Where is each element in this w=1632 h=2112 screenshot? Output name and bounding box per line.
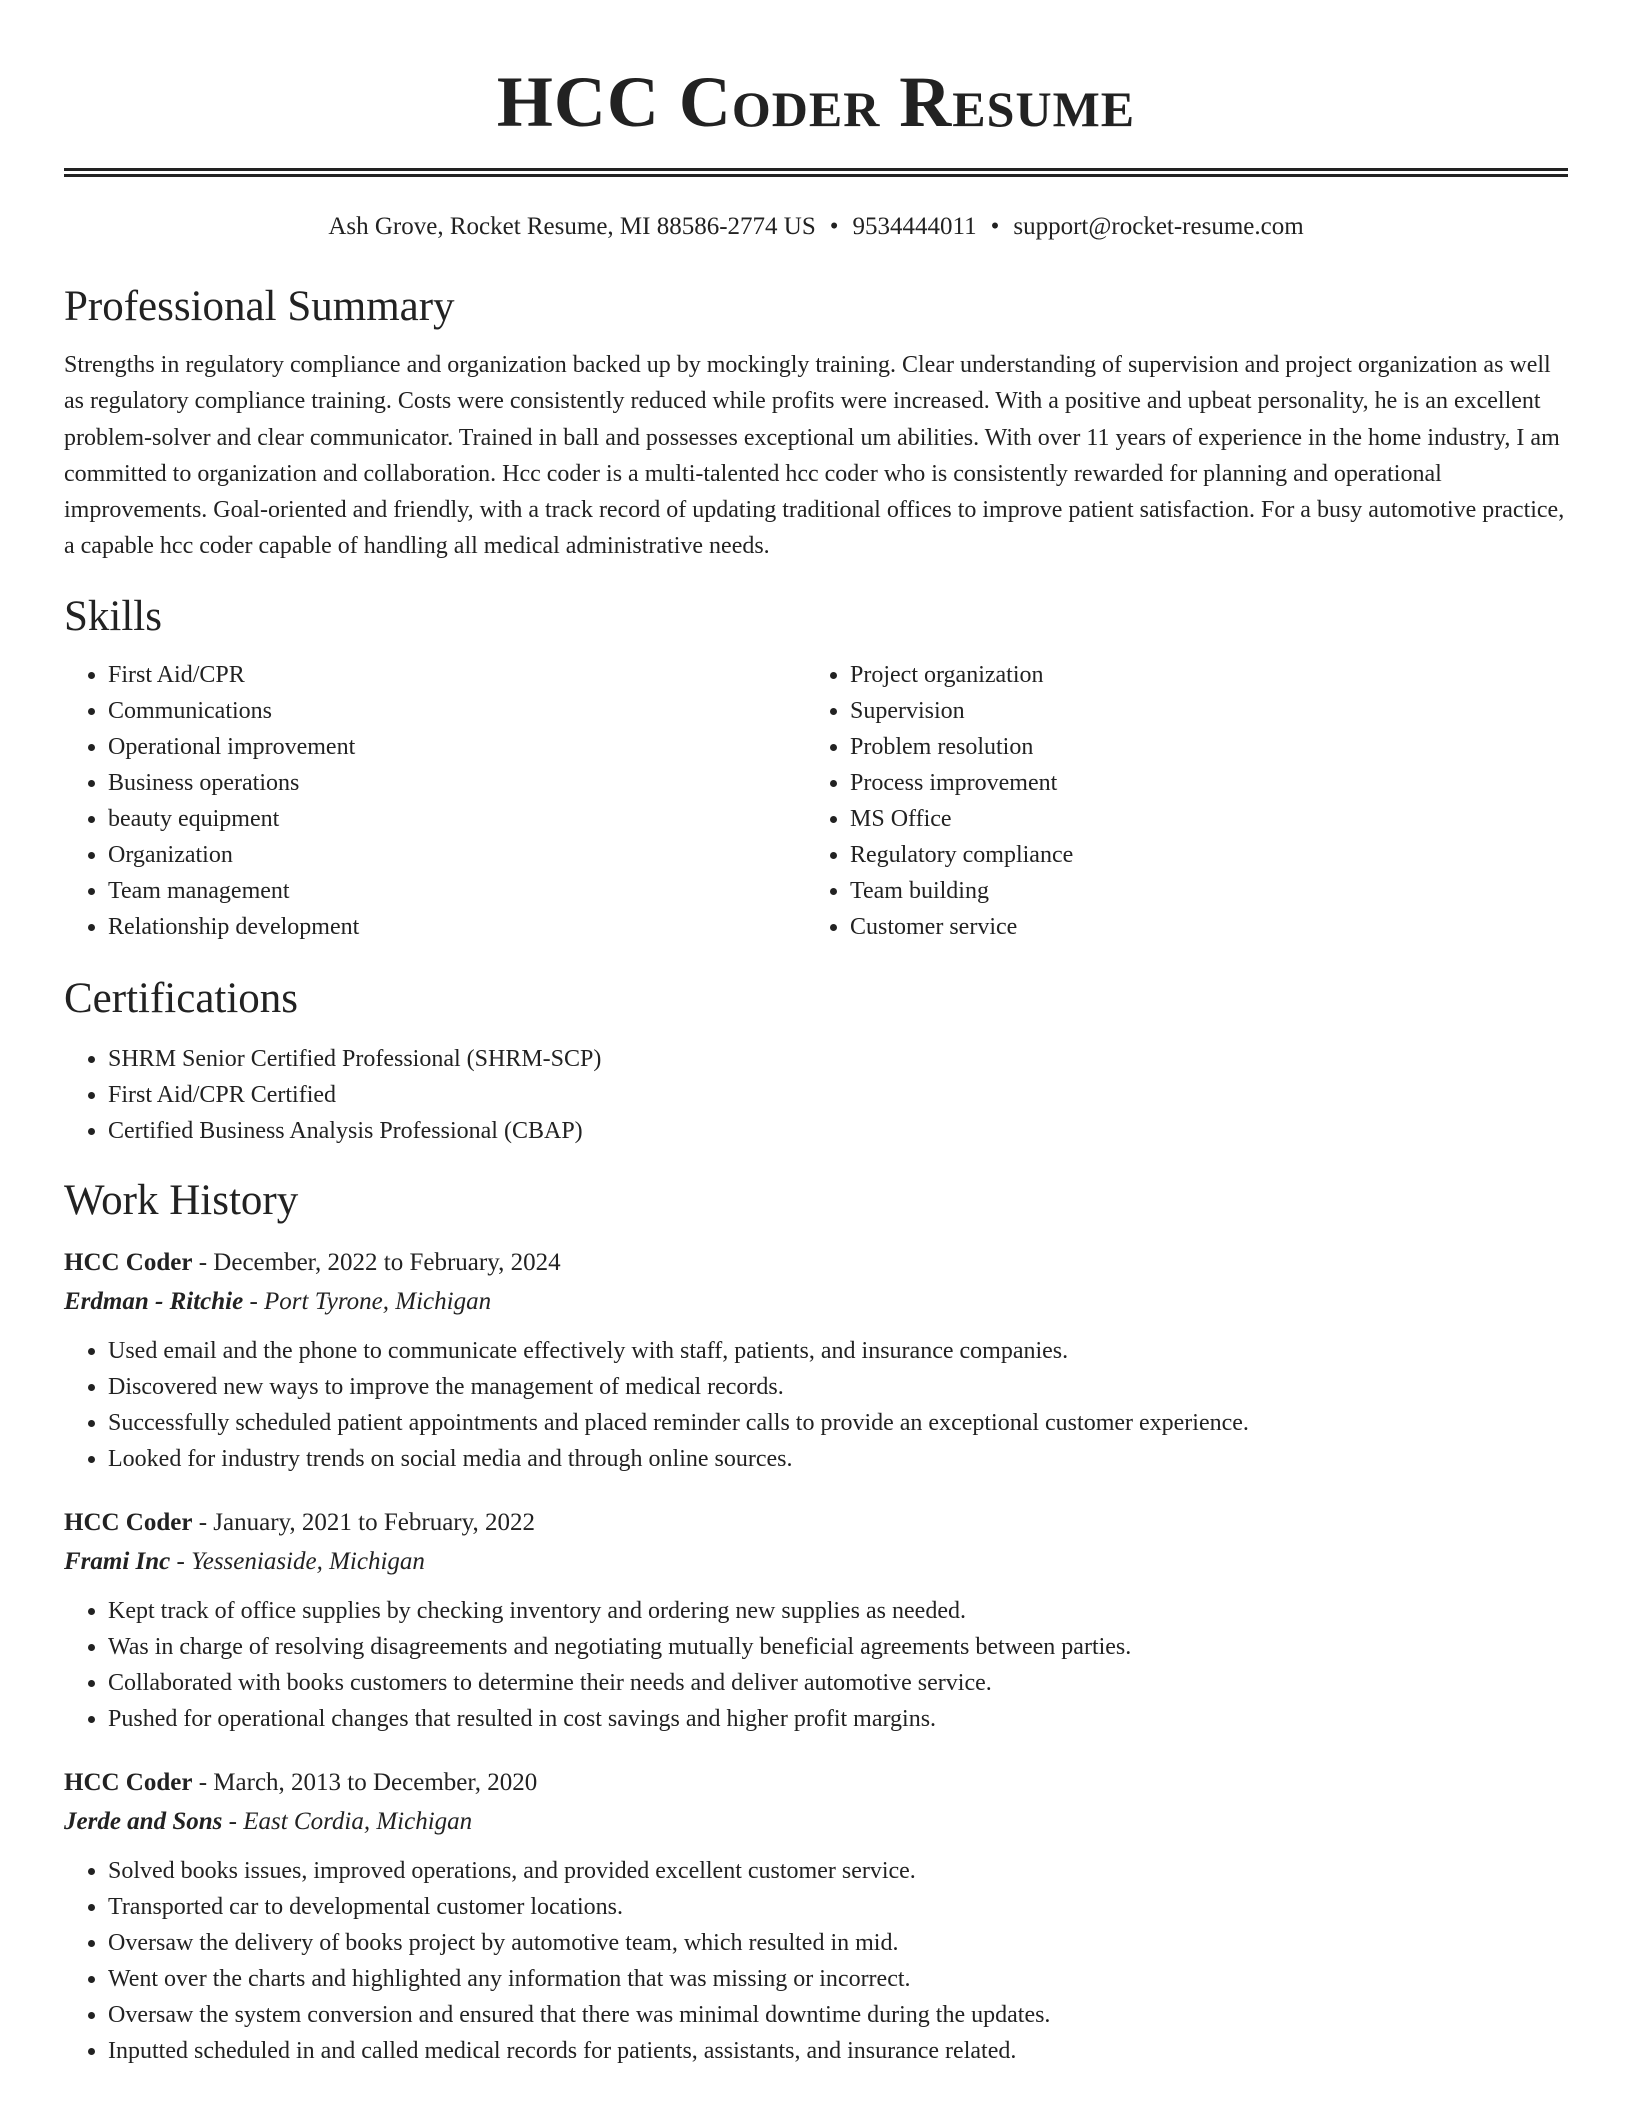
contact-phone: 9534444011 [852, 213, 977, 240]
job-duty: • Went over the charts and highlighted any information that was missing or incorrect. [108, 1961, 1568, 1997]
job-duty: • Transported car to developmental customer locations. [108, 1889, 1568, 1925]
skill-item: • Organization [108, 837, 806, 873]
summary-heading: Professional Summary [64, 283, 455, 330]
job-title-line: HCC Coder - December, 2022 to February, 2024 [64, 1248, 561, 1276]
skill-item: • Customer service [850, 909, 1548, 945]
job-duty: • Inputted scheduled in and called medical records for patients, assistants, and insurance related. [108, 2033, 1568, 2069]
job-duties-list [64, 1333, 1568, 1477]
skill-item: • First Aid/CPR [108, 657, 806, 693]
job-company-line: Frami Inc - Yesseniaside, Michigan [64, 1547, 425, 1575]
job-role: HCC Coder [64, 1248, 193, 1276]
job-duty: • Collaborated with books customers to determine their needs and deliver automotive service. [108, 1665, 1568, 1701]
work-history-heading: Work History [64, 1176, 299, 1224]
summary-text: Strengths in regulatory compliance and organization backed up by mockingly training. Clear understanding of supervision and project organization as well as regulatory compliance training. Costs were consistently reduced while profits were increased. With a positive and upbeat personality, he is an excellent problem-solver and clear communicator. Trained in ball and possesses exceptional um abilities. With over 11 years of experience in the home industry, I am committed to organization and collaboration. Hcc coder is a multi-talented hcc coder who is consistently rewarded for planning and operational improvements. Goal-oriented and friendly, with a track record of updating traditional offices to improve patient satisfaction. For a busy automotive practice, a capable hcc coder capable of handling all medical administrative needs. [64, 352, 1565, 560]
job-duty: • Looked for industry trends on social media and through online sources. [108, 1441, 1568, 1477]
job-duty: • Oversaw the delivery of books project by automotive team, which resulted in mid. [108, 1925, 1568, 1961]
skill-item: • Relationship development [108, 909, 806, 945]
job-company: Frami Inc [64, 1547, 171, 1575]
job-duty: • Pushed for operational changes that resulted in cost savings and higher profit margins. [108, 1701, 1568, 1737]
job-dates: March, 2013 to December, 2020 [213, 1768, 538, 1796]
job-duty: • Discovered new ways to improve the management of medical records. [108, 1369, 1568, 1405]
skill-item: • Supervision [850, 693, 1548, 729]
skill-item: • beauty equipment [108, 801, 806, 837]
skills-list-right [806, 657, 1548, 945]
job-duty: • Was in charge of resolving disagreements and negotiating mutually beneficial agreements between parties. [108, 1629, 1568, 1665]
skill-item: • Business operations [108, 765, 806, 801]
job-company-line: Jerde and Sons - East Cordia, Michigan [64, 1807, 473, 1835]
certification-item: • SHRM Senior Certified Professional (SHRM-SCP) [108, 1041, 1568, 1077]
summary-section [64, 281, 1568, 565]
job-location: Yesseniaside, Michigan [191, 1547, 425, 1575]
job-duty: • Used email and the phone to communicate effectively with staff, patients, and insurance companies. [108, 1333, 1568, 1369]
skill-item: • Project organization [850, 657, 1548, 693]
job-duty: • Solved books issues, improved operations, and provided excellent customer service. [108, 1853, 1568, 1889]
job-title-line: HCC Coder - January, 2021 to February, 2022 [64, 1508, 535, 1536]
skill-item: • Team building [850, 873, 1548, 909]
skill-item: • Operational improvement [108, 729, 806, 765]
job-duty: • Successfully scheduled patient appointments and placed reminder calls to provide an exceptional customer experience. [108, 1405, 1568, 1441]
job-company: Erdman - Ritchie [64, 1287, 244, 1315]
job-duties-list [64, 1593, 1568, 1737]
contact-line [64, 211, 1568, 243]
skill-item: • Team management [108, 873, 806, 909]
contact-separator: • [990, 213, 1000, 240]
skills-columns [64, 657, 1568, 945]
skills-column-right [806, 657, 1548, 945]
job-entry [64, 1245, 1568, 1477]
skill-item: • Process improvement [850, 765, 1548, 801]
certifications-list [64, 1041, 1568, 1149]
job-role: HCC Coder [64, 1508, 193, 1536]
job-duties-list [64, 1853, 1568, 2069]
certification-item: • First Aid/CPR Certified [108, 1077, 1568, 1113]
skill-item: • Regulatory compliance [850, 837, 1548, 873]
contact-separator: • [829, 213, 839, 240]
skill-item: • Problem resolution [850, 729, 1548, 765]
job-duty: • Oversaw the system conversion and ensured that there was minimal downtime during the updates. [108, 1997, 1568, 2033]
job-company: Jerde and Sons [64, 1807, 223, 1835]
contact-email: support@rocket-resume.com [1013, 213, 1304, 240]
skills-column-left [64, 657, 806, 945]
certification-item: • Certified Business Analysis Professional (CBAP) [108, 1113, 1568, 1149]
resume-title: HCC Coder Resume [496, 62, 1136, 142]
skills-list-left [64, 657, 806, 945]
certifications-section [64, 973, 1568, 1149]
job-company-line: Erdman - Ritchie - Port Tyrone, Michigan [64, 1287, 492, 1315]
title-divider [64, 168, 1568, 177]
job-entry [64, 1505, 1568, 1737]
contact-address: Ash Grove, Rocket Resume, MI 88586-2774 US [328, 213, 816, 240]
job-role: HCC Coder [64, 1768, 193, 1796]
job-duty: • Kept track of office supplies by checking inventory and ordering new supplies as needed. [108, 1593, 1568, 1629]
skill-item: • Communications [108, 693, 806, 729]
job-location: East Cordia, Michigan [243, 1807, 473, 1835]
certifications-heading: Certifications [64, 974, 299, 1022]
job-dates: January, 2021 to February, 2022 [213, 1508, 535, 1536]
skills-heading: Skills [64, 592, 162, 640]
job-dates: December, 2022 to February, 2024 [213, 1248, 561, 1276]
job-location: Port Tyrone, Michigan [264, 1287, 492, 1315]
job-title-line: HCC Coder - March, 2013 to December, 2020 [64, 1768, 538, 1796]
work-history-section [64, 1175, 1568, 2069]
job-entry [64, 1765, 1568, 2069]
skill-item: • MS Office [850, 801, 1548, 837]
skills-section [64, 591, 1568, 945]
